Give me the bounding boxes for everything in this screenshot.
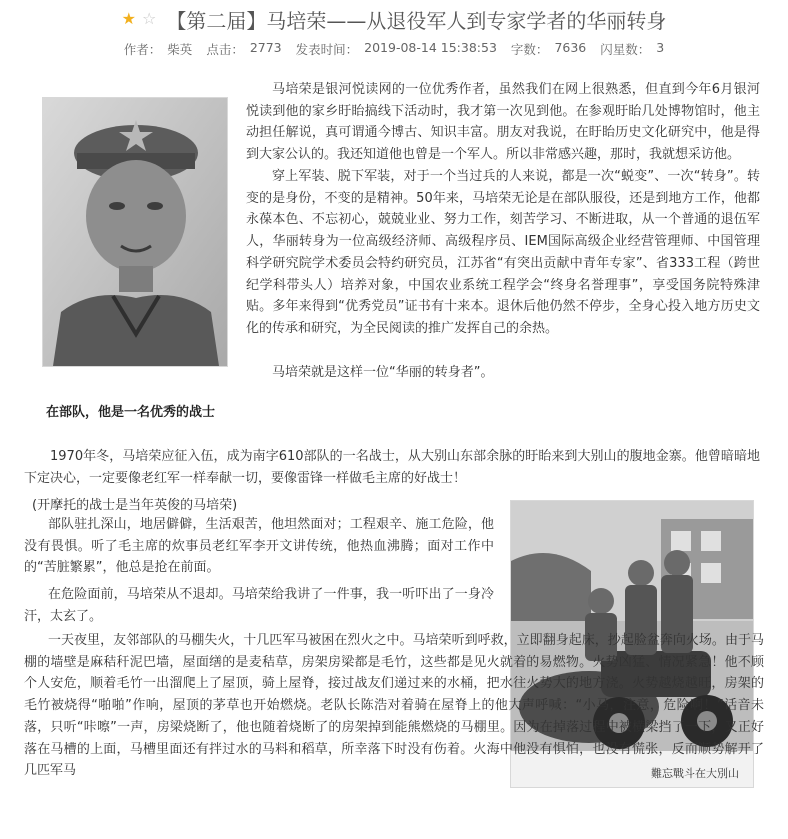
meta-published <box>296 40 497 60</box>
article-title: 【第二届】马培荣——从退役军人到专家学者的华丽转身 <box>166 8 667 33</box>
meta-author-label: 作者： <box>123 42 162 57</box>
portrait-photo <box>42 97 228 367</box>
section-paragraph-2: 部队驻扎深山，地居僻僻，生活艰苦，他坦然面对；工程艰辛、施工危险，他没有畏惧。听了毛主席的炊事员老红军李开文讲传统，他热血沸腾；面对工作中的“苦脏繁累”，他总是抢在前面。 <box>24 517 494 576</box>
star-empty-icon: ☆ <box>142 9 157 28</box>
photo-inscription: 難忘戰斗在大別山 <box>651 767 739 780</box>
meta-author <box>124 40 193 60</box>
meta-clicks <box>206 40 281 60</box>
section-paragraph-4: 一天夜里，友邻部队的马棚失火，十几匹军马被困在烈火之中。马培荣听到呼救，立即翻身起床，抄起脸盆奔向火场。由于马棚的墙壁是麻秸秆泥巴墙，屋面缮的是麦秸草，房架房梁都是毛竹，这些都是见火就着的易燃物。火势凶猛、情况紧急！他不顾个人安危，顺着毛竹一出溜爬上了屋顶，骑上屋脊，接过战友们递过来的水桶，把水往火势大的地方浇。火势越烧越旺，房架的毛竹被烧得“啪啪”作响，屋顶的茅草也开始燃烧。老队长陈浩对着骑在屋脊上的他大声呼喊：“小马，注意，危险啊！”话音未落，只听“咔嚓”一声，房梁烧断了，他也随着烧断了的房架掉到能熊燃烧的马棚里。因为在掉落过程中被横梁挡了一下，又正好落在马槽的上面，马槽里面还有拌过水的马料和稻草，所幸落下时没有伤着。火海中他没有惧怕，也没有慌张，反而顺势解开了几匹军马 <box>24 633 764 779</box>
intro-paragraph-2: 穿上军装、脱下军装，对于一个当过兵的人来说，都是一次“蜕变”、一次“转身”。转变的是身份，不变的是精神。50年来，马培荣无论是在部队服役，还是到地方工作，他都永葆本色、不忘初心，兢兢业业、努力工作，刻苦学习、不断进取，从一个普通的退伍军人，华丽转身为一位高级经济师、高级程序员、IEM国际高级企业经营管理师、中国管理科学研究院学术委员会特约研究员，江苏省“有突出贡献中青年专家”、省333工程（跨世纪学科带头人）培养对象，中国农业系统工程学会“终身名誉理事”，享受国务院特殊津贴。多年来得到“优秀党员”证书有十来本。退休后他仍然不停步，全身心投入地方历史文化的传承和研究，为全民阅读的推广发挥自己的余热。 <box>246 169 760 336</box>
intro-paragraph-3: 马培荣就是这样一位“华丽的转身者”。 <box>272 365 494 380</box>
meta-words-label: 字数： <box>510 42 549 57</box>
meta-author-value[interactable]: 柴英 <box>167 42 193 57</box>
star-filled-icon: ★ <box>121 9 136 28</box>
meta-published-value: 2019-08-14 15:38:53 <box>364 40 497 55</box>
meta-clicks-value: 2773 <box>249 40 282 55</box>
meta-flash-label: 闪星数： <box>600 42 651 57</box>
intro-paragraph-1: 马培荣是银河悦读网的一位优秀作者，虽然我们在网上很熟悉，但直到今年6月银河悦读到他的家乡盱眙搞线下活动时，我才第一次见到他。在参观盱眙几处博物馆时，他主动担任解说，真可谓通今博古、知识丰富。朋友对我说，在盱眙历史文化研究中，他是得到大家公认的。我还知道他也曾是一个军人。所以非常感兴趣，那时，我就想采访他。 <box>246 82 760 163</box>
meta-words-value: 7636 <box>554 40 587 55</box>
section-paragraph-3: 在危险面前，马培荣从不退却。马培荣给我讲了一件事，我一听吓出了一身冷汗，太玄了。 <box>24 587 494 624</box>
photo-caption: (开摩托的战士是当年英俊的马培荣) <box>32 498 238 513</box>
meta-flash-value: 3 <box>656 40 665 55</box>
meta-clicks-label: 点击： <box>206 42 244 57</box>
portrait-photo-graphic <box>43 98 227 366</box>
section-paragraph-1: 1970年冬，马培荣应征入伍，成为南字610部队的一名战士，从大别山东部余脉的盱眙来到大别山的腹地金寨。他曾暗暗地下定决心，一定要像老红军一样奉献一切，要像雷锋一样做毛主席的好战士！ <box>24 449 760 486</box>
article-meta <box>0 40 788 60</box>
section-heading: 在部队，他是一名优秀的战士 <box>46 405 216 420</box>
meta-flash <box>600 40 664 60</box>
article-title-row <box>0 4 788 34</box>
meta-published-label: 发表时间： <box>295 42 359 57</box>
meta-words <box>511 40 586 60</box>
